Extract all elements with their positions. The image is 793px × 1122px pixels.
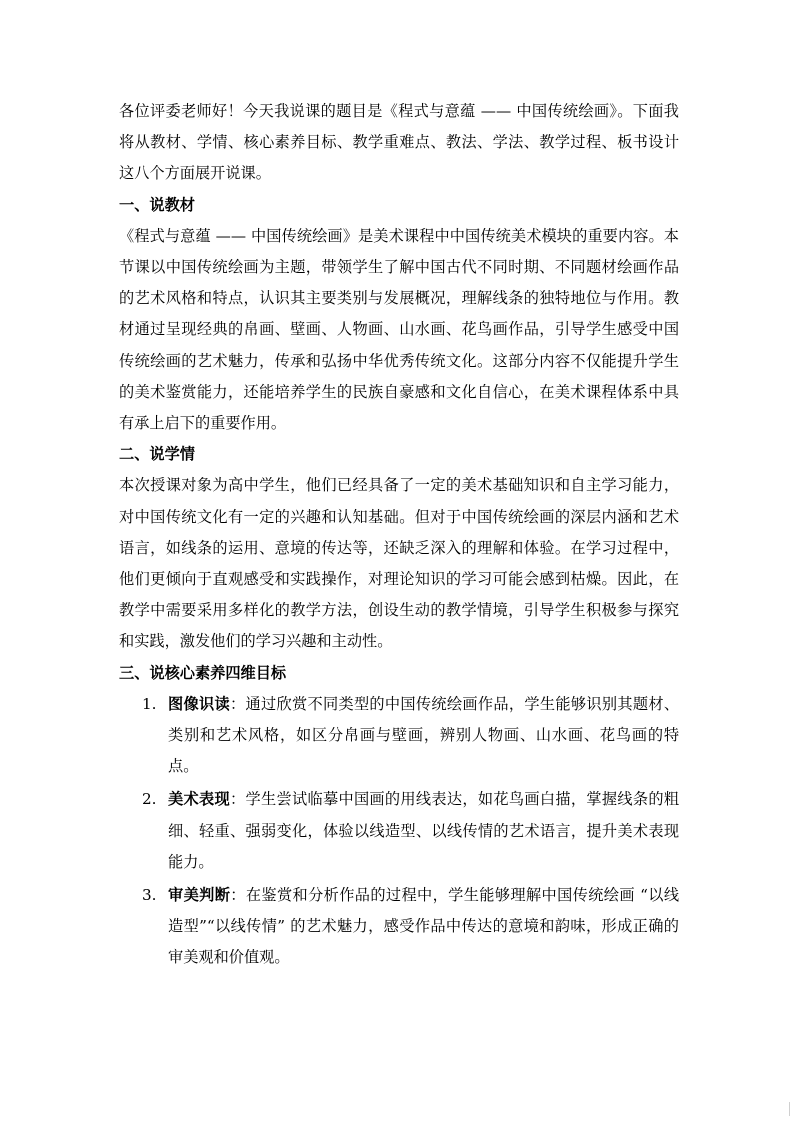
- list-item: [119, 784, 679, 878]
- intro-paragraph: 各位评委老师好！今天我说课的题目是《程式与意蕴 —— 中国传统绘画》。下面我将从教材、学情、核心素养目标、教学重难点、教法、学法、教学过程、板书设计这八个方面展开说课。: [119, 102, 679, 183]
- section-body-student-analysis: 本次授课对象为高中学生，他们已经具备了一定的美术基础知识和自主学习能力，对中国传统文化有一定的兴趣和认知基础。但对于中国传统绘画的深层内涵和艺术语言，如线条的运用、意境的传达等，还缺乏深入的理解和体验。在学习过程中，他们更倾向于直观感受和实践操作，对理论知识的学习可能会感到枯燥。因此，在教学中需要采用多样化的教学方法，创设生动的教学情境，引导学生积极参与探究和实践，激发他们的学习兴趣和主动性。: [119, 476, 679, 651]
- goal-list: [119, 689, 679, 974]
- goal-text: ：学生尝试临摹中国画的用线表达，如花鸟画白描，掌握线条的粗细、轻重、强弱变化，体验以线造型、以线传情的艺术语言，提升美术表现能力。: [168, 790, 680, 871]
- page-corner-mark: [789, 1102, 790, 1116]
- list-item: [119, 880, 679, 974]
- document-content: [119, 96, 679, 976]
- goal-term: 审美判断: [168, 886, 231, 905]
- section-heading-textbook: 一、说教材: [119, 195, 195, 214]
- list-number: 1.: [142, 694, 157, 713]
- list-number: 3.: [142, 886, 157, 905]
- list-number: 2.: [142, 790, 157, 809]
- list-item: [119, 689, 679, 783]
- section-heading-core-goals: 三、说核心素养四维目标: [119, 663, 287, 682]
- goal-text: ：在鉴赏和分析作品的过程中，学生能够理解中国传统绘画 “以线造型”“以线传情” 的艺术魅力，感受作品中传达的意境和韵味，形成正确的审美观和价值观。: [168, 886, 680, 967]
- goal-term: 美术表现: [168, 790, 230, 809]
- goal-text: ：通过欣赏不同类型的中国传统绘画作品，学生能够识别其题材、类别和艺术风格，如区分帛画与壁画，辨别人物画、山水画、花鸟画的特点。: [168, 694, 680, 776]
- section-body-textbook: 《程式与意蕴 —— 中国传统绘画》是美术课程中中国传统美术模块的重要内容。本节课以中国传统绘画为主题，带领学生了解中国古代不同时期、不同题材绘画作品的艺术风格和特点，认识其主要类别与发展概况，理解线条的独特地位与作用。教材通过呈现经典的帛画、壁画、人物画、山水画、花鸟画作品，引导学生感受中国传统绘画的艺术魅力，传承和弘扬中华优秀传统文化。这部分内容不仅能提升学生的美术鉴赏能力，还能培养学生的民族自豪感和文化自信心，在美术课程体系中具有承上启下的重要作用。: [119, 226, 679, 433]
- section-heading-student-analysis: 二、说学情: [119, 445, 195, 464]
- goal-term: 图像识读: [168, 694, 230, 713]
